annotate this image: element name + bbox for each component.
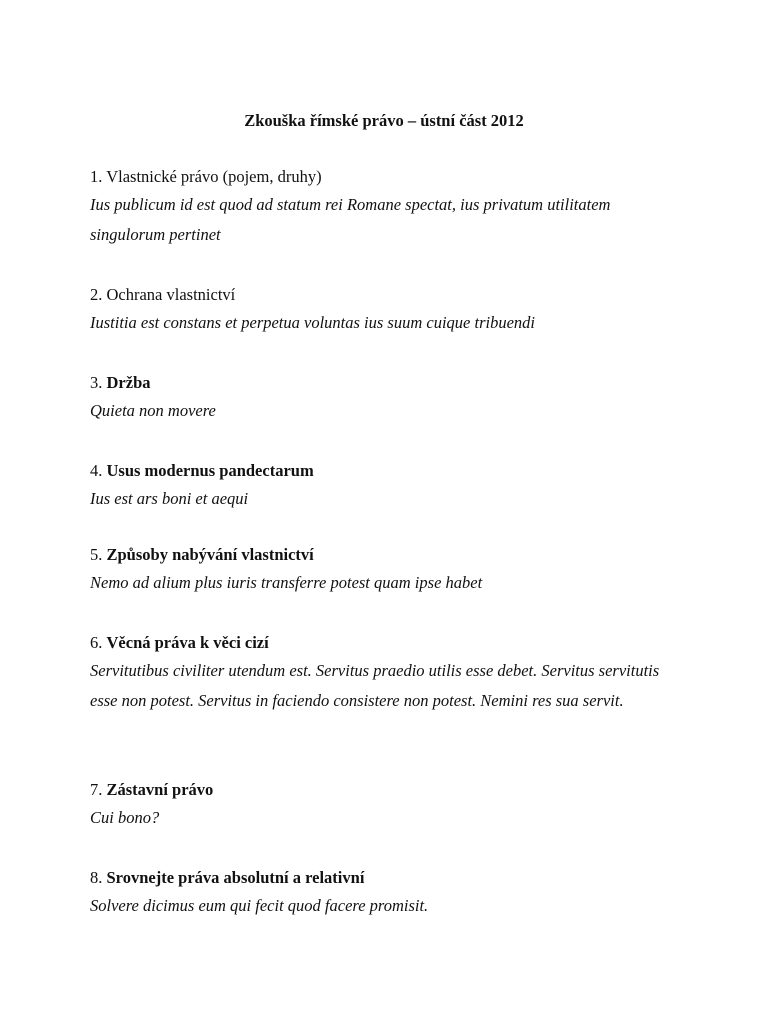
exam-item bbox=[90, 460, 690, 514]
latin-quote: Cui bono? bbox=[90, 808, 160, 827]
item-heading bbox=[90, 632, 690, 654]
item-number: 3. bbox=[90, 373, 103, 392]
item-number: 5. bbox=[90, 545, 103, 564]
document-title: Zkouška římské právo – ústní část 2012 bbox=[244, 111, 524, 130]
exam-item bbox=[90, 632, 690, 715]
item-heading-text: Usus modernus pandectarum bbox=[106, 461, 314, 480]
item-heading bbox=[90, 544, 690, 566]
latin-quote: Ius est ars boni et aequi bbox=[90, 489, 249, 508]
exam-item bbox=[90, 544, 690, 598]
exam-item bbox=[90, 372, 690, 426]
item-heading bbox=[90, 779, 690, 801]
latin-quote: Quieta non movere bbox=[90, 401, 216, 420]
item-heading bbox=[90, 460, 690, 482]
item-number: 8. bbox=[90, 868, 103, 887]
latin-quote: Iustitia est constans et perpetua voluntas ius suum cuique tribuendi bbox=[90, 313, 536, 332]
item-heading-text: Zástavní právo bbox=[106, 780, 214, 799]
item-heading-text: Držba bbox=[106, 373, 151, 392]
item-heading bbox=[90, 284, 690, 306]
item-heading bbox=[90, 867, 690, 889]
exam-item bbox=[90, 284, 690, 338]
item-number: 2. bbox=[90, 285, 103, 304]
item-heading-text: Věcná práva k věci cizí bbox=[106, 633, 269, 652]
item-heading-text: Srovnejte práva absolutní a relativní bbox=[106, 868, 365, 887]
item-heading bbox=[90, 372, 690, 394]
item-number: 7. bbox=[90, 780, 103, 799]
latin-quote: Servitutibus civiliter utendum est. Servitus praedio utilis esse debet. Servitus servitutis esse non potest. Servitus in faciendo consistere non potest. Nemini res sua servit. bbox=[90, 661, 660, 710]
exam-item bbox=[90, 779, 690, 833]
item-heading bbox=[90, 166, 690, 188]
item-heading-text: Způsoby nabývání vlastnictví bbox=[106, 545, 314, 564]
item-number: 6. bbox=[90, 633, 103, 652]
latin-quote: Nemo ad alium plus iuris transferre potest quam ipse habet bbox=[90, 573, 483, 592]
exam-item bbox=[90, 166, 690, 249]
item-heading-text: Ochrana vlastnictví bbox=[106, 285, 236, 304]
latin-quote: Solvere dicimus eum qui fecit quod facere promisit. bbox=[90, 896, 429, 915]
exam-item bbox=[90, 867, 690, 921]
item-heading-text: Vlastnické právo (pojem, druhy) bbox=[106, 167, 322, 186]
item-number: 4. bbox=[90, 461, 103, 480]
item-number: 1. bbox=[90, 167, 103, 186]
latin-quote: Ius publicum id est quod ad statum rei Romane spectat, ius privatum utilitatem singulorum pertinet bbox=[90, 195, 611, 244]
